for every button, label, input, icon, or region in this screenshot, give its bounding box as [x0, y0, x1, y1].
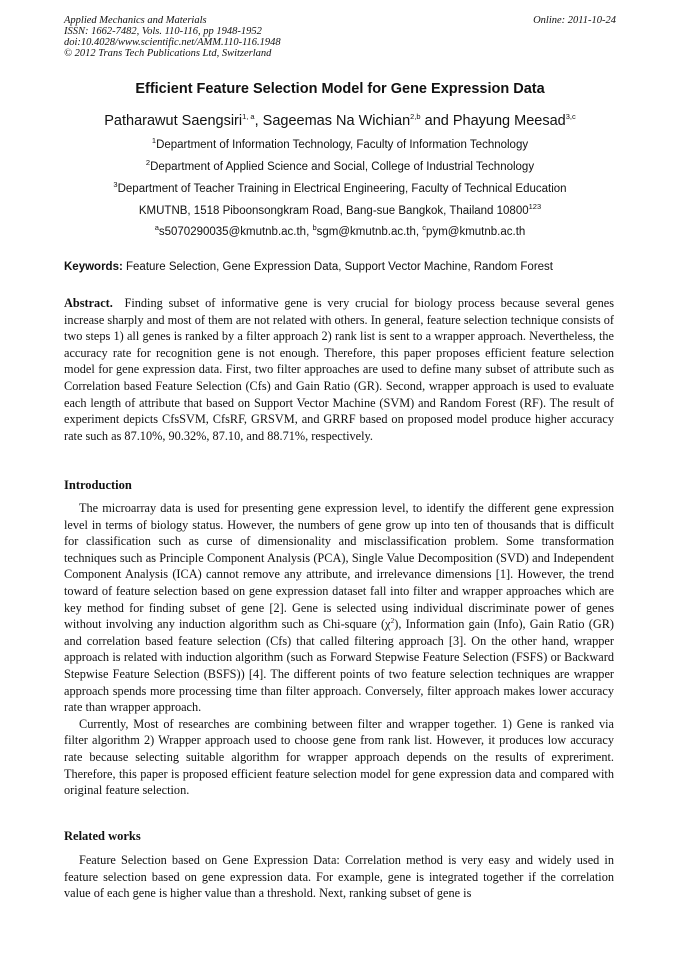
- intro-text: The microarray data is used for presenting gene expression level, to identify the different gene expression level in terms of biology status. However, the numbers of gene grow up into ten of thousands that is difficult for classification such as curse of dimensionality and misclassification problem. Some transformation techniques such as Principle Component Analysis (PCA), Single Value Decomposition (SVD) and Independent Component Analysis (ICA) cannot remove any attribute, and irrelevance dimensions [1]. However, the trend toward of feature selection based on gene expression dataset fall into filter and wrapper approaches which are key method for finding subset of gene [2]. Gene is selected using individual discriminate power of genes without involving any induction algorithm such as Chi-square (χ: [64, 501, 614, 632]
- journal-name: Applied Mechanics and Materials: [64, 15, 207, 26]
- introduction-heading: Introduction: [64, 478, 132, 492]
- author-name: Phayung Meesad: [452, 113, 566, 129]
- address-line: [40, 202, 640, 217]
- abstract-text: Finding subset of informative gene is very crucial for biology process because several genes increase sharply and most of them are not related with others. In general, feature selection technique consists of two steps 1) all genes is ranked by a filter approach 2) rank list is sent to a wrapper approach. Nevertheless, the accuracy rate for recognition gene is not enough. Therefore, this paper proposes efficient feature selection model for gene expression data. First, two filter approaches are used to define many subset of attribute such as Correlation based Feature Selection (Cfs) and Gain Ratio (GR). Second, wrapper approach is used to evaluate each length of attribute that based on Support Vector Machine (SVM) and Random Forest (RF). The result of experiment depicts CfsSVM, CfsRF, GRSVM, and GRRF based on proposed model produce higher accuracy rate such as 87.10%, 90.32%, 87.10, and 88.71%, respectively.: [64, 296, 614, 443]
- affiliation-text: Department of Teacher Training in Electrical Engineering, Faculty of Technical Education: [117, 183, 567, 195]
- affiliation-1: [40, 136, 640, 151]
- email-line: $^a$s5070290035@kmutnb.ac.th, $^b$sgm@kmutnb.ac.th, $^c$pym@kmutnb.ac.th: [154, 223, 526, 238]
- affiliation-text: Department of Information Technology, Faculty of Information Technology: [156, 139, 529, 151]
- related-works-body: [64, 852, 614, 902]
- email-sup: a: [154, 223, 159, 233]
- introduction-paragraph-2: Currently, Most of researches are combining between filter and wrapper together. 1) Gene is ranked via filter algorithm 2) Wrapper approach used to choose gene from rank list. However, it produces low accuracy rate because selecting suitable algorithm for wrapper approach depends on the results of expreriment. Therefore, this paper is proposed efficient feature selection model for gene expression data and compared with original feature selection.: [64, 716, 614, 798]
- address-sup: 123: [528, 202, 542, 212]
- abstract: [64, 295, 614, 444]
- online-date: Online: 2011-10-24: [533, 15, 616, 26]
- doi-line: doi:10.4028/www.scientific.net/AMM.110-116.1948: [64, 37, 281, 48]
- email-address[interactable]: pym@kmutnb.ac.th: [426, 226, 526, 238]
- email-address[interactable]: sgm@kmutnb.ac.th: [316, 226, 416, 238]
- author-name: Patharawut Saengsiri: [104, 113, 243, 129]
- intro-text: ), Information gain (Info), Gain Ratio (GR) and correlation based feature selection (Cfs) that called filtering approach [3]. On the other hand, wrapper approach is related with induction algorithm (such as Forward Stepwise Feature Selection (FSFS) or Backward Stepwise Feature Selection (BSFS)) [4]. The different points of two feature selection techniques are wrapper approach spends more processing time than filter approach. Conversely, filter approach makes lower accuracy rate than wrapper approach.: [64, 617, 614, 715]
- journal-header: [64, 15, 616, 59]
- affiliation-text: Department of Applied Science and Social, College of Industrial Technology: [150, 161, 535, 173]
- author-sup: 2,b: [410, 112, 421, 122]
- paper-title: Efficient Feature Selection Model for Gene Expression Data: [135, 81, 545, 97]
- author-separator: ,: [254, 113, 263, 129]
- affiliation-sup: 1: [151, 136, 157, 146]
- chi-square-sup: 2: [390, 616, 395, 626]
- related-works-heading: Related works: [64, 829, 141, 843]
- copyright-line: © 2012 Trans Tech Publications Ltd, Switzerland: [64, 48, 272, 59]
- introduction-body: [64, 500, 614, 799]
- affiliation-sup: 3: [113, 180, 118, 190]
- keywords-label: Keywords:: [64, 261, 123, 273]
- author-name: Sageemas Na Wichian: [262, 113, 411, 129]
- related-works-paragraph-1: Feature Selection based on Gene Expression Data: Correlation method is very easy and widely used in feature selection based on gene expression data. For example, gene is integrated together if the correlation value of each gene is higher value than a threshold. Next, ranking subset of gene is: [64, 853, 614, 901]
- keywords-text: Feature Selection, Gene Expression Data, Support Vector Machine, Random Forest: [126, 261, 553, 273]
- author-sup: 3,c: [565, 112, 576, 122]
- affiliation-3: [40, 180, 640, 195]
- email-address[interactable]: s5070290035@kmutnb.ac.th: [158, 226, 307, 238]
- author-sup: 1, a: [242, 112, 255, 122]
- keywords: [64, 261, 624, 273]
- email-sup: c: [422, 223, 427, 233]
- author-line: [64, 113, 616, 129]
- affiliation-2: [40, 158, 640, 173]
- issn-line: ISSN: 1662-7482, Vols. 110-116, pp 1948-1952: [64, 26, 262, 37]
- email-sup: b: [312, 223, 317, 233]
- abstract-label: Abstract.: [64, 296, 113, 310]
- address-text: KMUTNB, 1518 Piboonsongkram Road, Bang-sue Bangkok, Thailand 10800: [138, 205, 529, 217]
- affiliation-sup: 2: [145, 158, 151, 168]
- introduction-paragraph-1: [64, 500, 614, 716]
- author-separator: and: [420, 113, 453, 129]
